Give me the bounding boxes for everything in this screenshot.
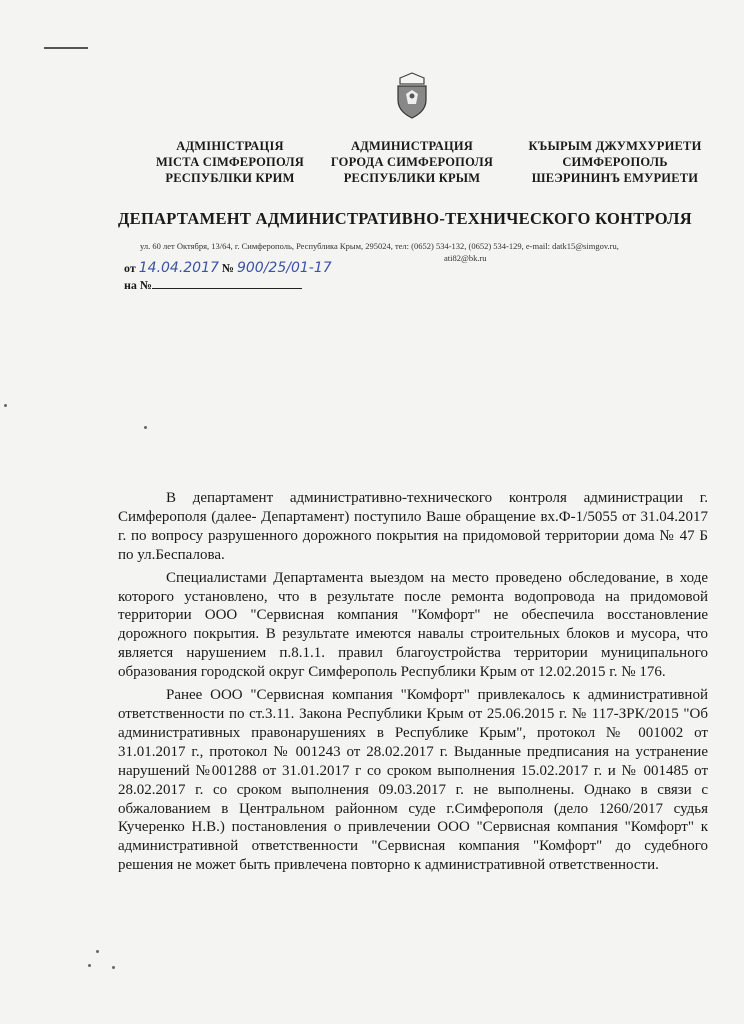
handwritten-date: 14.04.2017: [138, 260, 219, 276]
incoming-number-label: на №: [124, 278, 152, 292]
incoming-number-blank: [152, 277, 302, 289]
header-right-line: СИМФЕРОПОЛЬ: [562, 155, 668, 169]
body-paragraph: В департамент административно-технического контроля администрации г. Симферополя (далее- Департамент) поступило Ваше обращение вх.Ф-1/5055 от 31.04.2017 г. по вопросу разрушенного дорожного покрытия на придомовой территории дома № 47 Б по ул.Беспалова.: [118, 490, 708, 563]
body-paragraph: Специалистами Департамента выездом на место проведено обследование, в ходе которого установлено, что в результате после ремонта водопровода на придомовой территории ООО "Сервисная компания "Комфорт" не обеспечила восстановление дорожного покрытия. В результате имеются навалы строительных блоков и мусора, что является нарушением п.8.1.1. правил благоустройства территории муниципального образования городской округ Симферополь Республики Крым от 12.02.2015 г. № 176.: [118, 569, 708, 681]
scan-speck: [144, 426, 147, 429]
body-paragraph: Ранее ООО "Сервисная компания "Комфорт" привлекалось к административной ответственности по ст.3.11. Закона Республики Крым от 25.06.2015 г. № 117-ЗРК/2015 "Об административных правонарушениях в Республике Крым", протокол № 001002 от 31.01.2017 г., протокол № 001243 от 28.02.2017 г. Выданные предписания на устранение нарушений №001288 от 31.01.2017 г со сроком выполнения 15.02.2017 г. и № 001485 от 28.02.2017 г. со сроком выполнения 09.03.2017 г. не выполнены. Однако в связи с обжалованием в Центральном районном суде г.Симферополя (дело 1260/2017 судья Кучеренко Н.В.) постановления о привлечении ООО "Сервисная компания "Комфорт" к административной ответственности "Сервисная компания "Комфорт" до судебного решения не может быть привлечена повторно к административной ответственности.: [118, 687, 708, 874]
outgoing-reference: [124, 260, 332, 276]
header-left-line: МІСТА СІМФЕРОПОЛЯ: [155, 155, 304, 169]
header-right-line: ШЕЭРИНИНЪ ЕМУРИЕТИ: [531, 171, 699, 185]
coat-of-arms-icon: [392, 70, 432, 120]
header-left-line: РЕСПУБЛІКИ КРИМ: [165, 171, 295, 185]
header-right-line: КЪЫРЫМ ДЖУМХУРИЕТИ: [528, 139, 702, 153]
address-line-1: ул. 60 лет Октября, 13/64, г. Симферополь, Республика Крым, 295024, тел: (0652) 534-132, (0652) 534-129, e-mail: datk15@simgov.ru,: [140, 241, 619, 251]
handwritten-number: 900/25/01-17: [236, 260, 332, 276]
scan-speck: [88, 964, 91, 967]
address-line-2: ati82@bk.ru: [444, 253, 487, 263]
header-crimean-tatar: [512, 138, 718, 186]
scan-speck: [112, 966, 115, 969]
header-middle-line: АДМИНИСТРАЦИЯ: [350, 139, 474, 153]
department-title: ДЕПАРТАМЕНТ АДМИНИСТРАТИВНО-ТЕХНИЧЕСКОГО КОНТРОЛЯ: [118, 209, 692, 228]
header-russian: [312, 138, 512, 186]
date-label: от: [124, 261, 136, 275]
scan-artifact-line: [44, 47, 88, 49]
header-middle-line: ГОРОДА СИМФЕРОПОЛЯ: [330, 155, 494, 169]
header-ukrainian: [130, 138, 330, 186]
incoming-reference: [124, 277, 302, 293]
number-label: №: [221, 261, 234, 275]
scan-speck: [96, 950, 99, 953]
letter-body: [118, 489, 708, 879]
scan-speck: [4, 404, 7, 407]
header-left-line: АДМІНІСТРАЦІЯ: [176, 139, 284, 153]
header-middle-line: РЕСПУБЛИКИ КРЫМ: [343, 171, 481, 185]
